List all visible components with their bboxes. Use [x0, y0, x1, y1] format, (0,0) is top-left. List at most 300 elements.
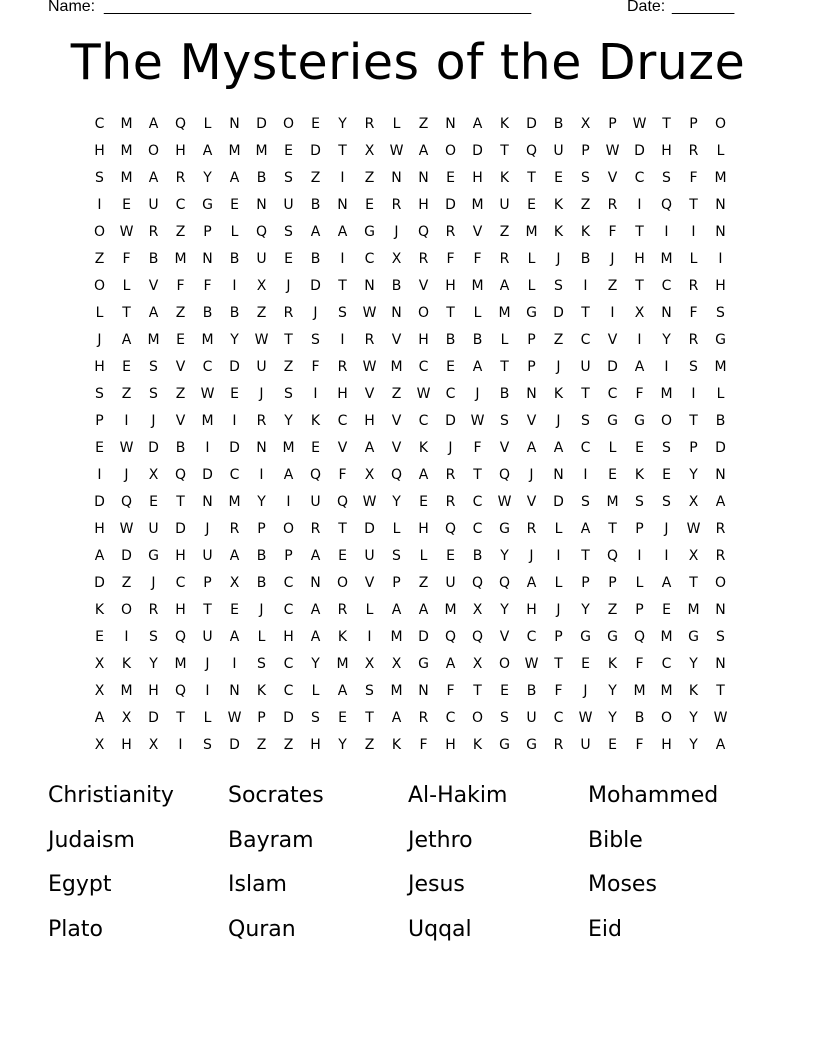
- grid-letter: D: [94, 494, 105, 510]
- grid-letter: T: [689, 197, 698, 213]
- grid-letter: Q: [120, 494, 133, 510]
- grid-letter: Y: [581, 602, 590, 618]
- grid-letter: O: [147, 143, 160, 159]
- grid-letter: C: [661, 278, 672, 294]
- grid-letter: V: [391, 332, 402, 348]
- grid-letter: F: [122, 251, 131, 267]
- grid-letter: N: [715, 467, 726, 483]
- grid-letter: V: [472, 224, 483, 240]
- grid-letter: O: [336, 575, 349, 591]
- grid-letter: A: [202, 143, 213, 159]
- grid-letter: S: [284, 170, 293, 186]
- grid-letter: T: [473, 467, 482, 483]
- grid-letter: K: [472, 737, 483, 753]
- grid-letter: I: [286, 494, 291, 510]
- grid-letter: F: [419, 737, 428, 753]
- grid-letter: G: [202, 197, 213, 213]
- grid-letter: N: [526, 386, 537, 402]
- grid-letter: Q: [174, 467, 187, 483]
- grid-letter: A: [94, 710, 105, 726]
- grid-letter: S: [500, 710, 509, 726]
- grid-letter: T: [608, 521, 617, 537]
- grid-letter: A: [148, 170, 159, 186]
- grid-letter: J: [556, 413, 561, 429]
- grid-letter: R: [688, 278, 699, 294]
- grid-letter: Z: [310, 170, 321, 186]
- grid-letter: X: [94, 656, 105, 672]
- grid-letter: U: [580, 737, 591, 753]
- grid-letter: R: [148, 602, 159, 618]
- grid-letter: I: [97, 467, 102, 483]
- grid-letter: T: [176, 710, 185, 726]
- grid-letter: E: [608, 467, 617, 483]
- grid-letter: P: [608, 116, 617, 132]
- grid-letter: Q: [255, 224, 268, 240]
- grid-letter: A: [337, 224, 348, 240]
- grid-letter: I: [637, 548, 642, 564]
- grid-letter: Y: [662, 332, 671, 348]
- grid-letter: Q: [471, 575, 484, 591]
- grid-letter: H: [94, 521, 105, 537]
- grid-letter: D: [715, 440, 726, 456]
- word-bank-item: Mohammed: [588, 783, 719, 808]
- grid-letter: J: [529, 467, 534, 483]
- grid-letter: M: [120, 170, 133, 186]
- grid-letter: C: [202, 359, 213, 375]
- grid-letter: H: [634, 251, 645, 267]
- grid-letter: V: [526, 413, 537, 429]
- grid-letter: B: [256, 170, 267, 186]
- word-bank: [48, 779, 768, 957]
- grid-letter: Y: [257, 494, 266, 510]
- grid-letter: Q: [525, 143, 538, 159]
- grid-letter: K: [580, 224, 591, 240]
- grid-letter: E: [338, 710, 347, 726]
- grid-letter: P: [554, 629, 563, 645]
- grid-letter: T: [338, 521, 347, 537]
- grid-letter: M: [660, 386, 673, 402]
- grid-letter: Z: [499, 224, 510, 240]
- grid-letter: W: [119, 224, 134, 240]
- word-bank-item: Al-Hakim: [408, 783, 508, 808]
- grid-letter: J: [664, 521, 669, 537]
- grid-letter: B: [445, 332, 456, 348]
- grid-letter: I: [583, 467, 588, 483]
- grid-letter: S: [716, 305, 725, 321]
- grid-letter: C: [472, 494, 483, 510]
- grid-letter: N: [391, 305, 402, 321]
- grid-letter: E: [554, 170, 563, 186]
- grid-letter: B: [391, 278, 402, 294]
- grid-letter: G: [364, 224, 375, 240]
- grid-letter: P: [608, 575, 617, 591]
- grid-letter: E: [635, 440, 644, 456]
- grid-letter: O: [714, 116, 727, 132]
- grid-letter: G: [148, 548, 159, 564]
- grid-letter: Z: [175, 224, 186, 240]
- grid-letter: B: [256, 575, 267, 591]
- grid-letter: R: [256, 413, 267, 429]
- grid-letter: L: [203, 116, 212, 132]
- grid-letter: G: [499, 737, 510, 753]
- grid-letter: P: [635, 521, 644, 537]
- grid-letter: E: [446, 359, 455, 375]
- grid-letter: B: [472, 332, 483, 348]
- grid-letter: Z: [94, 251, 105, 267]
- grid-letter: Z: [121, 575, 132, 591]
- grid-letter: I: [313, 386, 318, 402]
- grid-row: [86, 300, 734, 327]
- grid-letter: U: [526, 710, 537, 726]
- word-bank-item: Uqqal: [408, 916, 472, 942]
- grid-letter: C: [283, 602, 294, 618]
- grid-letter: L: [635, 575, 644, 591]
- grid-letter: M: [471, 197, 484, 213]
- grid-letter: Y: [230, 332, 239, 348]
- grid-letter: T: [446, 305, 455, 321]
- grid-letter: U: [256, 359, 267, 375]
- grid-letter: X: [364, 467, 375, 483]
- grid-letter: H: [418, 197, 429, 213]
- grid-letter: T: [284, 332, 293, 348]
- grid-letter: N: [229, 116, 240, 132]
- grid-letter: E: [527, 197, 536, 213]
- grid-letter: Z: [418, 116, 429, 132]
- grid-letter: Z: [607, 278, 618, 294]
- grid-letter: I: [637, 197, 642, 213]
- grid-letter: M: [633, 683, 646, 699]
- grid-letter: I: [610, 305, 615, 321]
- grid-letter: T: [122, 305, 131, 321]
- grid-letter: P: [689, 116, 698, 132]
- grid-letter: K: [607, 656, 618, 672]
- grid-letter: U: [256, 251, 267, 267]
- grid-letter: M: [687, 602, 700, 618]
- grid-letter: E: [662, 602, 671, 618]
- grid-letter: F: [473, 251, 482, 267]
- grid-letter: S: [662, 170, 671, 186]
- grid-letter: T: [689, 413, 698, 429]
- grid-letter: X: [256, 278, 267, 294]
- grid-letter: Y: [392, 494, 401, 510]
- grid-letter: P: [203, 224, 212, 240]
- word-bank-item: Quran: [228, 916, 296, 942]
- grid-letter: R: [607, 197, 618, 213]
- grid-letter: J: [259, 602, 264, 618]
- grid-letter: Z: [283, 737, 294, 753]
- grid-letter: M: [120, 683, 133, 699]
- grid-letter: A: [445, 656, 456, 672]
- grid-letter: A: [553, 440, 564, 456]
- grid-letter: I: [124, 629, 129, 645]
- grid-letter: A: [661, 575, 672, 591]
- grid-letter: E: [284, 251, 293, 267]
- grid-letter: N: [337, 197, 348, 213]
- grid-letter: Y: [500, 602, 509, 618]
- grid-letter: J: [556, 602, 561, 618]
- grid-letter: M: [255, 143, 268, 159]
- grid-letter: S: [149, 386, 158, 402]
- grid-letter: G: [526, 305, 537, 321]
- grid-letter: D: [283, 710, 294, 726]
- grid-letter: W: [632, 116, 647, 132]
- grid-letter: M: [201, 332, 214, 348]
- grid-letter: V: [526, 494, 537, 510]
- grid-letter: D: [121, 548, 132, 564]
- grid-letter: B: [634, 710, 645, 726]
- grid-letter: D: [445, 413, 456, 429]
- word-bank-item: Jesus: [408, 872, 465, 897]
- grid-letter: D: [229, 359, 240, 375]
- grid-letter: K: [256, 683, 267, 699]
- grid-letter: Y: [500, 548, 509, 564]
- grid-letter: H: [472, 170, 483, 186]
- grid-letter: H: [310, 737, 321, 753]
- grid-letter: I: [178, 737, 183, 753]
- grid-letter: M: [336, 656, 349, 672]
- grid-letter: M: [147, 332, 160, 348]
- grid-letter: C: [283, 575, 294, 591]
- grid-letter: I: [664, 359, 669, 375]
- grid-letter: H: [94, 143, 105, 159]
- grid-letter: J: [124, 467, 129, 483]
- grid-letter: F: [338, 467, 347, 483]
- grid-letter: Q: [606, 548, 619, 564]
- grid-letter: E: [95, 629, 104, 645]
- grid-letter: N: [229, 683, 240, 699]
- grid-letter: N: [553, 467, 564, 483]
- grid-letter: B: [256, 548, 267, 564]
- grid-letter: U: [580, 359, 591, 375]
- grid-letter: T: [500, 143, 509, 159]
- grid-letter: Q: [444, 629, 457, 645]
- grid-letter: S: [338, 305, 347, 321]
- name-blank: ________________________________________________: [104, 0, 532, 15]
- grid-letter: E: [608, 737, 617, 753]
- grid-letter: F: [635, 386, 644, 402]
- grid-letter: L: [689, 251, 698, 267]
- grid-letter: S: [662, 494, 671, 510]
- grid-letter: M: [390, 359, 403, 375]
- grid-letter: D: [202, 467, 213, 483]
- grid-letter: R: [391, 197, 402, 213]
- grid-letter: J: [529, 548, 534, 564]
- grid-letter: B: [148, 251, 159, 267]
- grid-letter: V: [607, 332, 618, 348]
- grid-letter: Y: [689, 710, 698, 726]
- grid-letter: S: [149, 629, 158, 645]
- grid-letter: S: [284, 224, 293, 240]
- grid-row: [86, 543, 734, 570]
- grid-letter: A: [391, 602, 402, 618]
- grid-letter: T: [581, 386, 590, 402]
- grid-letter: Y: [338, 116, 347, 132]
- grid-letter: N: [256, 197, 267, 213]
- grid-letter: V: [364, 386, 375, 402]
- grid-letter: Q: [174, 116, 187, 132]
- grid-letter: S: [311, 332, 320, 348]
- grid-letter: X: [634, 305, 645, 321]
- grid-letter: L: [500, 332, 509, 348]
- grid-row: [86, 273, 734, 300]
- grid-letter: K: [553, 386, 564, 402]
- grid-letter: N: [202, 251, 213, 267]
- grid-letter: D: [634, 143, 645, 159]
- grid-letter: D: [553, 305, 564, 321]
- grid-letter: V: [499, 440, 510, 456]
- grid-row: [86, 489, 734, 516]
- grid-letter: Z: [553, 332, 564, 348]
- grid-row: [86, 219, 734, 246]
- grid-letter: S: [689, 359, 698, 375]
- grid-letter: R: [418, 251, 429, 267]
- grid-letter: X: [94, 683, 105, 699]
- grid-letter: L: [257, 629, 266, 645]
- page-title: The Mysteries of the Druze: [70, 34, 746, 91]
- grid-letter: Y: [608, 683, 617, 699]
- grid-letter: K: [553, 224, 564, 240]
- grid-letter: F: [446, 683, 455, 699]
- grid-letter: A: [229, 629, 240, 645]
- grid-letter: J: [97, 332, 102, 348]
- grid-letter: K: [310, 413, 321, 429]
- grid-letter: R: [445, 494, 456, 510]
- grid-letter: U: [445, 575, 456, 591]
- grid-letter: X: [688, 548, 699, 564]
- grid-letter: L: [473, 305, 482, 321]
- grid-letter: I: [691, 224, 696, 240]
- grid-letter: M: [282, 440, 295, 456]
- grid-letter: A: [310, 602, 321, 618]
- grid-letter: J: [583, 683, 588, 699]
- grid-letter: M: [714, 359, 727, 375]
- grid-letter: V: [391, 413, 402, 429]
- grid-letter: P: [257, 710, 266, 726]
- grid-letter: S: [662, 440, 671, 456]
- grid-letter: A: [472, 359, 483, 375]
- grid-letter: J: [610, 251, 615, 267]
- grid-letter: R: [364, 116, 375, 132]
- grid-letter: U: [148, 197, 159, 213]
- grid-letter: C: [580, 332, 591, 348]
- grid-letter: H: [175, 602, 186, 618]
- grid-letter: G: [634, 413, 645, 429]
- grid-letter: L: [392, 521, 401, 537]
- grid-letter: C: [283, 683, 294, 699]
- grid-letter: S: [257, 656, 266, 672]
- grid-letter: C: [607, 386, 618, 402]
- grid-letter: X: [148, 467, 159, 483]
- grid-letter: T: [527, 170, 536, 186]
- grid-letter: C: [418, 359, 429, 375]
- grid-letter: A: [418, 467, 429, 483]
- grid-letter: O: [444, 143, 457, 159]
- grid-letter: T: [635, 224, 644, 240]
- word-bank-item: Plato: [48, 916, 103, 942]
- grid-letter: C: [94, 116, 105, 132]
- grid-letter: D: [472, 143, 483, 159]
- grid-letter: D: [445, 197, 456, 213]
- grid-letter: E: [581, 656, 590, 672]
- grid-letter: J: [448, 440, 453, 456]
- grid-letter: V: [607, 170, 618, 186]
- letter-grid: [86, 111, 734, 759]
- grid-letter: S: [635, 494, 644, 510]
- grid-letter: E: [230, 602, 239, 618]
- grid-letter: L: [365, 602, 374, 618]
- grid-letter: T: [203, 602, 212, 618]
- grid-letter: I: [340, 332, 345, 348]
- grid-letter: V: [337, 440, 348, 456]
- grid-letter: V: [499, 629, 510, 645]
- word-bank-item: Judaism: [48, 827, 135, 853]
- grid-letter: L: [203, 710, 212, 726]
- grid-letter: G: [607, 629, 618, 645]
- grid-letter: H: [418, 521, 429, 537]
- word-bank-item: Jethro: [408, 827, 473, 853]
- grid-letter: H: [283, 629, 294, 645]
- grid-letter: T: [662, 116, 671, 132]
- grid-letter: E: [311, 116, 320, 132]
- grid-letter: S: [581, 170, 590, 186]
- grid-letter: F: [635, 656, 644, 672]
- grid-letter: J: [205, 521, 210, 537]
- grid-letter: I: [664, 224, 669, 240]
- grid-letter: W: [119, 440, 134, 456]
- grid-letter: J: [151, 413, 156, 429]
- grid-letter: J: [313, 305, 318, 321]
- grid-letter: I: [637, 332, 642, 348]
- grid-letter: N: [256, 440, 267, 456]
- grid-letter: P: [284, 548, 293, 564]
- grid-letter: W: [362, 359, 377, 375]
- grid-letter: X: [94, 737, 105, 753]
- grid-letter: H: [175, 143, 186, 159]
- grid-letter: E: [662, 467, 671, 483]
- grid-letter: X: [364, 143, 375, 159]
- grid-row: [86, 651, 734, 678]
- grid-letter: D: [94, 575, 105, 591]
- grid-letter: S: [284, 386, 293, 402]
- grid-letter: A: [715, 737, 726, 753]
- grid-letter: A: [715, 494, 726, 510]
- grid-letter: D: [310, 278, 321, 294]
- grid-letter: B: [175, 440, 186, 456]
- grid-row: [86, 435, 734, 462]
- grid-letter: B: [310, 197, 321, 213]
- grid-letter: V: [175, 413, 186, 429]
- date-label: Date:: [627, 0, 666, 15]
- grid-letter: Z: [391, 386, 402, 402]
- grid-letter: G: [607, 413, 618, 429]
- grid-letter: H: [445, 278, 456, 294]
- grid-letter: Q: [417, 224, 430, 240]
- grid-letter: F: [176, 278, 185, 294]
- grid-letter: R: [364, 332, 375, 348]
- grid-letter: A: [337, 683, 348, 699]
- grid-letter: Q: [174, 683, 187, 699]
- grid-letter: D: [310, 143, 321, 159]
- grid-letter: S: [311, 710, 320, 726]
- grid-letter: C: [283, 656, 294, 672]
- grid-letter: G: [499, 521, 510, 537]
- grid-letter: T: [338, 143, 347, 159]
- grid-letter: G: [580, 629, 591, 645]
- grid-letter: N: [391, 170, 402, 186]
- grid-letter: H: [121, 737, 132, 753]
- grid-letter: Q: [633, 629, 646, 645]
- grid-letter: S: [581, 413, 590, 429]
